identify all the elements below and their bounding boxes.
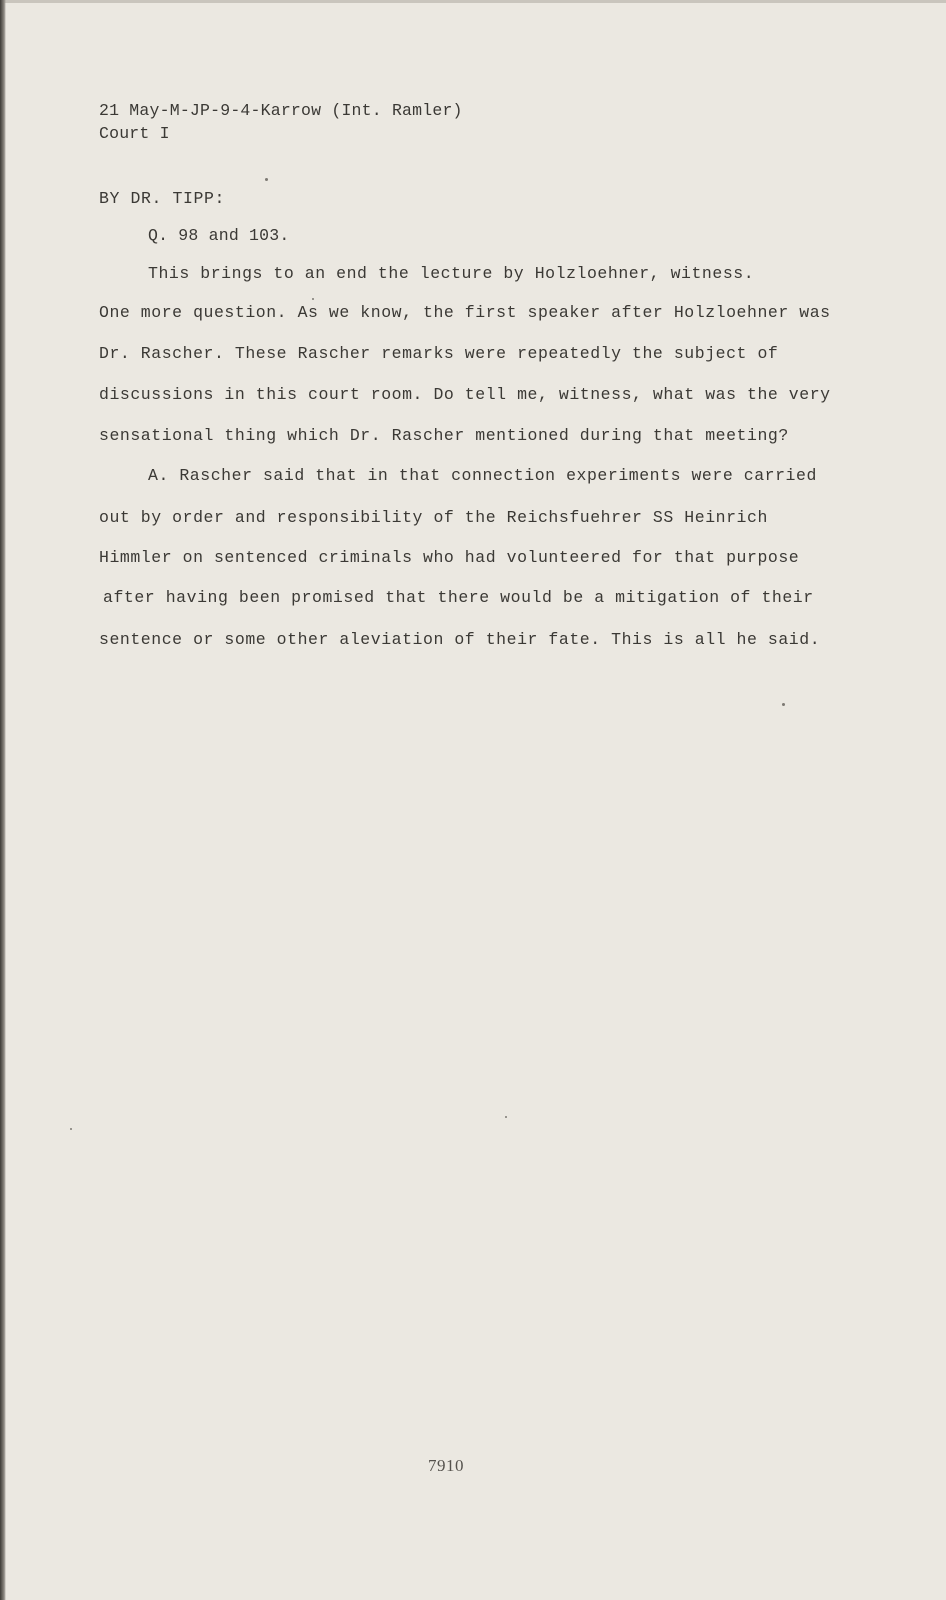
paper-speck bbox=[70, 1128, 72, 1130]
body-line: Himmler on sentenced criminals who had volunteered for that purpose bbox=[99, 548, 800, 567]
header-reference-line: 21 May-M-JP-9-4-Karrow (Int. Ramler) bbox=[99, 101, 463, 120]
body-line: discussions in this court room. Do tell me, witness, what was the very bbox=[99, 385, 831, 404]
examiner-heading: BY DR. TIPP: bbox=[99, 189, 226, 208]
page-number: 7910 bbox=[428, 1456, 464, 1475]
paper-speck bbox=[265, 178, 268, 181]
header-court-line: Court I bbox=[99, 124, 170, 143]
body-line: sensational thing which Dr. Rascher mentioned during that meeting? bbox=[99, 426, 789, 445]
paper-speck bbox=[505, 1116, 507, 1118]
page-binding-edge bbox=[0, 0, 6, 1600]
answer-line: A. Rascher said that in that connection experiments were carried bbox=[148, 466, 817, 485]
body-line: One more question. As we know, the first speaker after Holzloehner was bbox=[99, 303, 831, 322]
body-line: out by order and responsibility of the Reichsfuehrer SS Heinrich bbox=[99, 508, 768, 527]
body-line: after having been promised that there would be a mitigation of their bbox=[103, 588, 814, 607]
paper-speck bbox=[312, 298, 314, 300]
question-reference: Q. 98 and 103. bbox=[148, 226, 290, 245]
body-line: sentence or some other aleviation of their fate. This is all he said. bbox=[99, 630, 821, 649]
paper-speck bbox=[782, 703, 785, 706]
body-line: This brings to an end the lecture by Holzloehner, witness. bbox=[148, 264, 755, 283]
body-line: Dr. Rascher. These Rascher remarks were repeatedly the subject of bbox=[99, 344, 779, 363]
